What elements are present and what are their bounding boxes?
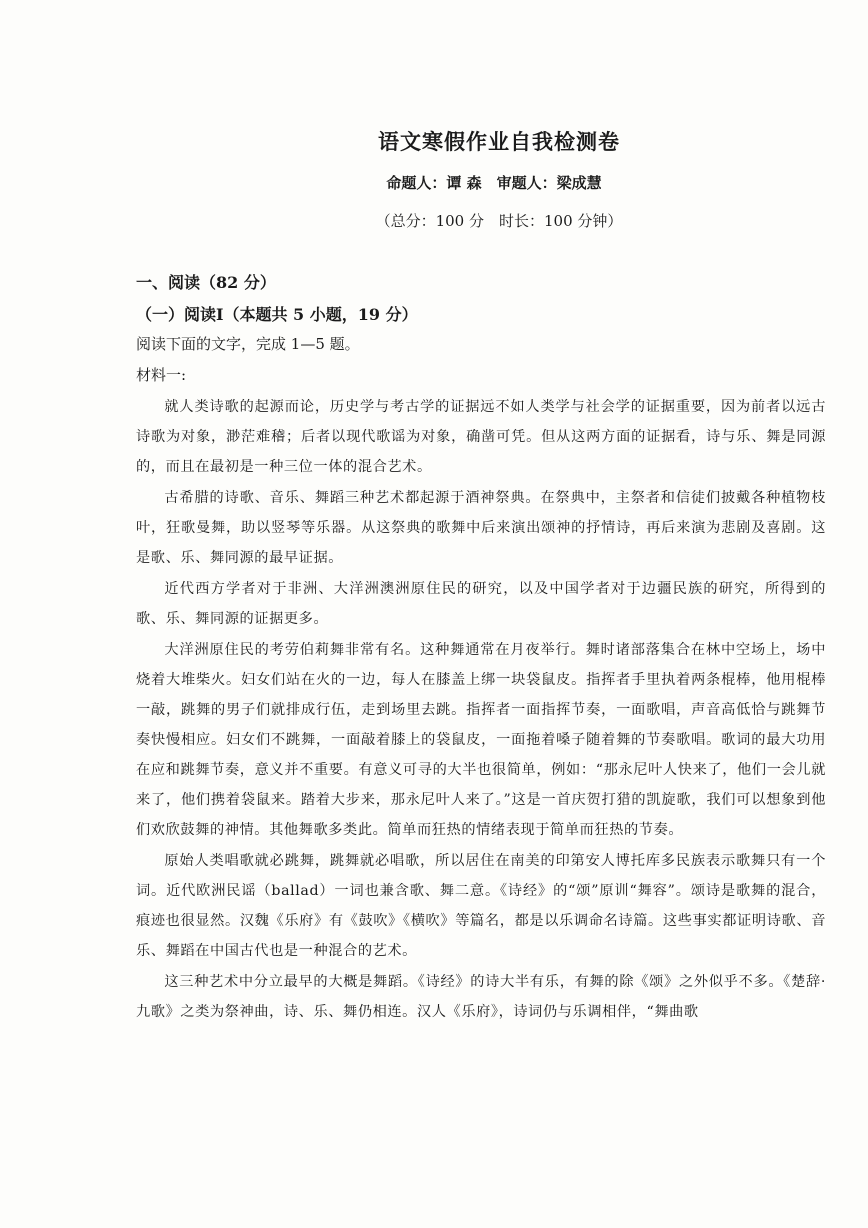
score-info: （总分：100 分 时长：100 分钟） [375, 212, 623, 230]
authors-line: 命题人：谭 森 审题人：梁成慧 [386, 174, 602, 192]
paragraph: 原始人类唱歌就必跳舞，跳舞就必唱歌，所以居住在南美的印第安人博托库多民族表示歌舞只有一个词。近代欧洲民谣（ballad）一词也兼含歌、舞二意。《诗经》的“颂”原训“舞容”。颂诗是歌舞的混合，痕迹也很显然。汉魏《乐府》有《鼓吹》《横吹》等篇名，都是以乐调命名诗篇。这些事实都证明诗歌、音乐、舞蹈在中国古代也是一种混合的艺术。 [136, 853, 826, 959]
paragraph: 这三种艺术中分立最早的大概是舞蹈。《诗经》的诗大半有乐，有舞的除《颂》之外似乎不多。《楚辞·九歌》之类为祭神曲，诗、乐、舞仍相连。汉人《乐府》，诗词仍与乐调相伴，“舞曲歌 [136, 974, 826, 1020]
section-heading: 一、阅读（82 分） [136, 273, 276, 292]
instruction-text: 阅读下面的文字，完成 1—5 题。 [136, 335, 360, 353]
material-body [136, 392, 826, 1028]
paragraph: 就人类诗歌的起源而论，历史学与考古学的证据远不如人类学与社会学的证据重要，因为前者以远古诗歌为对象，渺茫难稽；后者以现代歌谣为对象，确凿可凭。但从这两方面的证据看，诗与乐、舞是同源的，而且在最初是一种三位一体的混合艺术。 [136, 399, 826, 475]
paragraph: 近代西方学者对于非洲、大洋洲澳洲原住民的研究，以及中国学者对于边疆民族的研究，所得到的歌、乐、舞同源的证据更多。 [136, 581, 826, 627]
paragraph: 大洋洲原住民的考劳伯莉舞非常有名。这种舞通常在月夜举行。舞时诸部落集合在林中空场上，场中烧着大堆柴火。妇女们站在火的一边，每人在膝盖上绑一块袋鼠皮。指挥者手里执着两条棍棒，他用棍棒一敲，跳舞的男子们就排成行伍，走到场里去跳。指挥者一面指挥节奏，一面歌唱，声音高低恰与跳舞节奏快慢相应。妇女们不跳舞，一面敲着膝上的袋鼠皮，一面拖着嗓子随着舞的节奏歌唱。歌词的最大功用在应和跳舞节奏，意义并不重要。有意义可寻的大半也很简单，例如：“那永尼叶人快来了，他们一会儿就来了，他们携着袋鼠来。踏着大步来，那永尼叶人来了。”这是一首庆贺打猎的凯旋歌，我们可以想象到他们欢欣鼓舞的神情。其他舞歌多类此。简单而狂热的情绪表现于简单而狂热的节奏。 [136, 642, 826, 838]
material-label: 材料一: [136, 366, 187, 384]
paragraph: 古希腊的诗歌、音乐、舞蹈三种艺术都起源于酒神祭典。在祭典中，主祭者和信徒们披戴各种植物枝叶，狂歌曼舞，助以竖琴等乐器。从这祭典的歌舞中后来演出颂神的抒情诗，再后来演为悲剧及喜剧。这是歌、乐、舞同源的最早证据。 [136, 490, 826, 566]
exam-title: 语文寒假作业自我检测卷 [378, 129, 620, 154]
subsection-heading: （一）阅读Ⅰ（本题共 5 小题，19 分） [136, 305, 418, 324]
